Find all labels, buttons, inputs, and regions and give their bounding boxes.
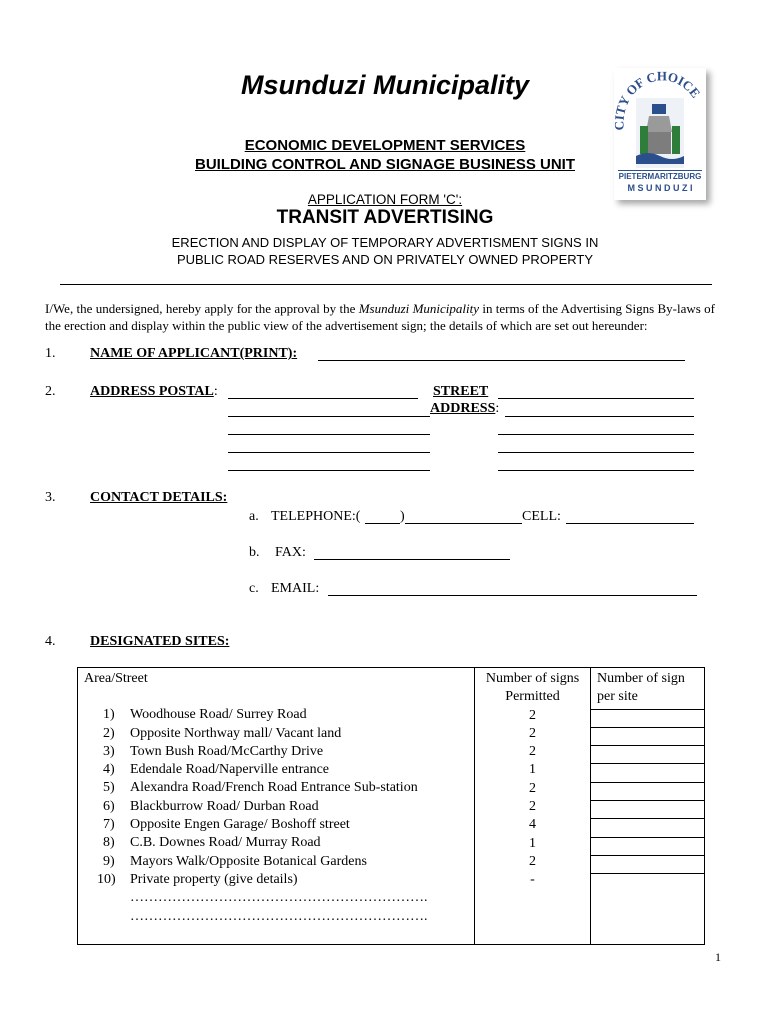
postal-colon: :	[213, 384, 218, 399]
form-description-line-2: PUBLIC ROAD RESERVES AND ON PRIVATELY OWNED PROPERTY	[176, 252, 594, 267]
form-label: APPLICATION FORM 'C':	[307, 192, 463, 207]
site-row	[103, 834, 468, 852]
cell-label: CELL:	[522, 509, 561, 524]
email-item-letter: c.	[249, 581, 259, 596]
per-site-header-2: per site	[597, 689, 638, 705]
per-site-input-cell[interactable]	[591, 763, 704, 781]
details-dots-line-1: ……………………………………………………….	[130, 890, 428, 906]
per-site-input-cell[interactable]	[591, 727, 704, 745]
site-row	[103, 761, 468, 779]
site-row	[103, 706, 468, 724]
document-title: Msunduzi Municipality	[241, 70, 529, 100]
separator-rule	[60, 284, 712, 285]
per-site-input-cell[interactable]	[591, 745, 704, 763]
intro-text-1: I/We, the undersigned, hereby apply for the approval by the	[45, 301, 359, 316]
telephone-label: TELEPHONE:(	[271, 509, 361, 524]
section-2-number: 2.	[45, 384, 56, 399]
signs-permitted-value: 2	[529, 853, 536, 869]
cell-number-field[interactable]	[566, 523, 694, 524]
site-number: 10)	[97, 871, 116, 887]
per-site-input-cell[interactable]	[591, 800, 704, 818]
signs-permitted-value: 2	[529, 707, 536, 723]
site-name: Alexandra Road/French Road Entrance Sub-station	[130, 780, 418, 796]
applicant-name-field[interactable]	[318, 360, 685, 361]
city-of-choice-logo	[614, 68, 706, 200]
area-street-column	[78, 668, 475, 945]
email-address-field[interactable]	[328, 595, 697, 596]
street-address-line-1[interactable]	[498, 398, 694, 399]
postal-address-line-1[interactable]	[228, 398, 418, 399]
signs-permitted-value: 1	[529, 762, 536, 778]
address-label-wrap	[430, 401, 499, 417]
postal-address-line-5[interactable]	[228, 470, 430, 471]
postal-address-line-4[interactable]	[228, 452, 430, 453]
site-number: 4)	[103, 762, 115, 778]
per-site-input-cell[interactable]	[591, 709, 704, 727]
signs-permitted-value: 1	[529, 835, 536, 851]
street-address-line-3[interactable]	[498, 434, 694, 435]
designated-sites-table	[77, 667, 705, 945]
site-number: 9)	[103, 853, 115, 869]
signs-permitted-value: -	[530, 872, 535, 888]
postal-address-line-3[interactable]	[228, 434, 430, 435]
street-address-line-5[interactable]	[498, 470, 694, 471]
site-name: Woodhouse Road/ Surrey Road	[130, 707, 307, 723]
section-4-heading: DESIGNATED SITES:	[90, 634, 230, 649]
per-site-input-cell[interactable]	[591, 855, 704, 873]
intro-text-2: in terms of the Advertising Signs By-laws of the erection and display within the public view of the advertisement sign; the details of which are set out hereunder:	[45, 301, 715, 333]
site-list	[84, 706, 468, 889]
signs-permitted-value: 2	[529, 744, 536, 760]
page-number: 1	[715, 950, 721, 964]
site-number: 1)	[103, 707, 115, 723]
site-name: Town Bush Road/McCarthy Drive	[130, 743, 324, 759]
intro-municipality: Msunduzi Municipality	[358, 301, 480, 316]
intro-paragraph	[45, 300, 715, 334]
site-row	[103, 816, 468, 834]
per-site-input-cell[interactable]	[591, 837, 704, 855]
signs-permitted-column	[475, 668, 591, 945]
fax-label: FAX:	[275, 545, 306, 560]
postal-address-line-2[interactable]	[228, 416, 430, 417]
site-row	[103, 779, 468, 797]
signs-permitted-value: 2	[529, 780, 536, 796]
postal-address-label: ADDRESS POSTAL	[90, 384, 214, 399]
form-description-line-1: ERECTION AND DISPLAY OF TEMPORARY ADVERTISMENT SIGNS IN	[171, 235, 599, 250]
site-name: Mayors Walk/Opposite Botanical Gardens	[130, 853, 367, 869]
site-number: 5)	[103, 780, 115, 796]
per-site-input-cell[interactable]	[591, 873, 704, 944]
form-title: TRANSIT ADVERTISING	[276, 207, 494, 228]
logo-line-1: PIETERMARITZBURG	[618, 172, 702, 181]
section-3-heading: CONTACT DETAILS:	[90, 490, 228, 505]
street-address-line-2[interactable]	[505, 416, 694, 417]
site-row	[97, 871, 468, 889]
area-street-header: Area/Street	[84, 671, 148, 686]
fax-item-letter: b.	[249, 545, 260, 560]
department-line-1: ECONOMIC DEVELOPMENT SERVICES	[244, 137, 526, 154]
logo-line-2: M S U N D U Z I	[627, 183, 693, 193]
per-site-input-cell[interactable]	[591, 818, 704, 836]
street-label: STREET	[433, 384, 489, 399]
site-name: C.B. Downes Road/ Murray Road	[130, 835, 321, 851]
site-number: 6)	[103, 798, 115, 814]
address-colon: :	[495, 401, 500, 416]
street-address-line-4[interactable]	[498, 452, 694, 453]
fax-number-field[interactable]	[314, 559, 510, 560]
site-name: Private property (give details)	[130, 871, 298, 887]
site-number: 3)	[103, 743, 115, 759]
site-number: 7)	[103, 817, 115, 833]
section-1-number: 1.	[45, 346, 56, 361]
site-number: 2)	[103, 725, 115, 741]
email-label: EMAIL:	[271, 581, 320, 596]
site-name: Edendale Road/Naperville entrance	[130, 762, 330, 778]
telephone-area-code-field[interactable]	[365, 523, 400, 524]
address-label: ADDRESS	[430, 401, 496, 416]
telephone-close-paren: )	[400, 509, 405, 524]
permitted-values	[481, 707, 584, 890]
signs-per-site-column	[591, 668, 705, 945]
section-4-number: 4.	[45, 634, 56, 649]
per-site-input-list	[591, 709, 704, 945]
logo-arc-text: Y OF CHOICE	[615, 68, 704, 109]
section-1-heading: NAME OF APPLICANT(PRINT):	[90, 346, 298, 361]
site-row	[103, 798, 468, 816]
per-site-input-cell[interactable]	[591, 782, 704, 800]
site-row	[103, 725, 468, 743]
site-row	[103, 743, 468, 761]
per-site-header	[591, 668, 704, 709]
telephone-number-field[interactable]	[405, 523, 522, 524]
section-3-number: 3.	[45, 490, 56, 505]
site-row	[103, 853, 468, 871]
signs-permitted-value: 4	[529, 817, 536, 833]
details-dots-line-2: ……………………………………………………….	[130, 908, 428, 924]
signs-permitted-value: 2	[529, 799, 536, 815]
site-name: Opposite Northway mall/ Vacant land	[130, 725, 342, 741]
section-2-heading	[90, 384, 218, 400]
signs-permitted-header-1: Number of signs	[485, 671, 580, 686]
site-name: Opposite Engen Garage/ Boshoff street	[130, 817, 350, 833]
department-line-2: BUILDING CONTROL AND SIGNAGE BUSINESS UNIT	[194, 156, 576, 173]
signs-permitted-value: 2	[529, 725, 536, 741]
signs-permitted-header-2: Permitted	[505, 689, 560, 705]
site-number: 8)	[103, 835, 115, 851]
per-site-header-1: Number of sign	[597, 671, 685, 686]
site-name: Blackburrow Road/ Durban Road	[130, 798, 319, 814]
telephone-item-letter: a.	[249, 509, 259, 524]
